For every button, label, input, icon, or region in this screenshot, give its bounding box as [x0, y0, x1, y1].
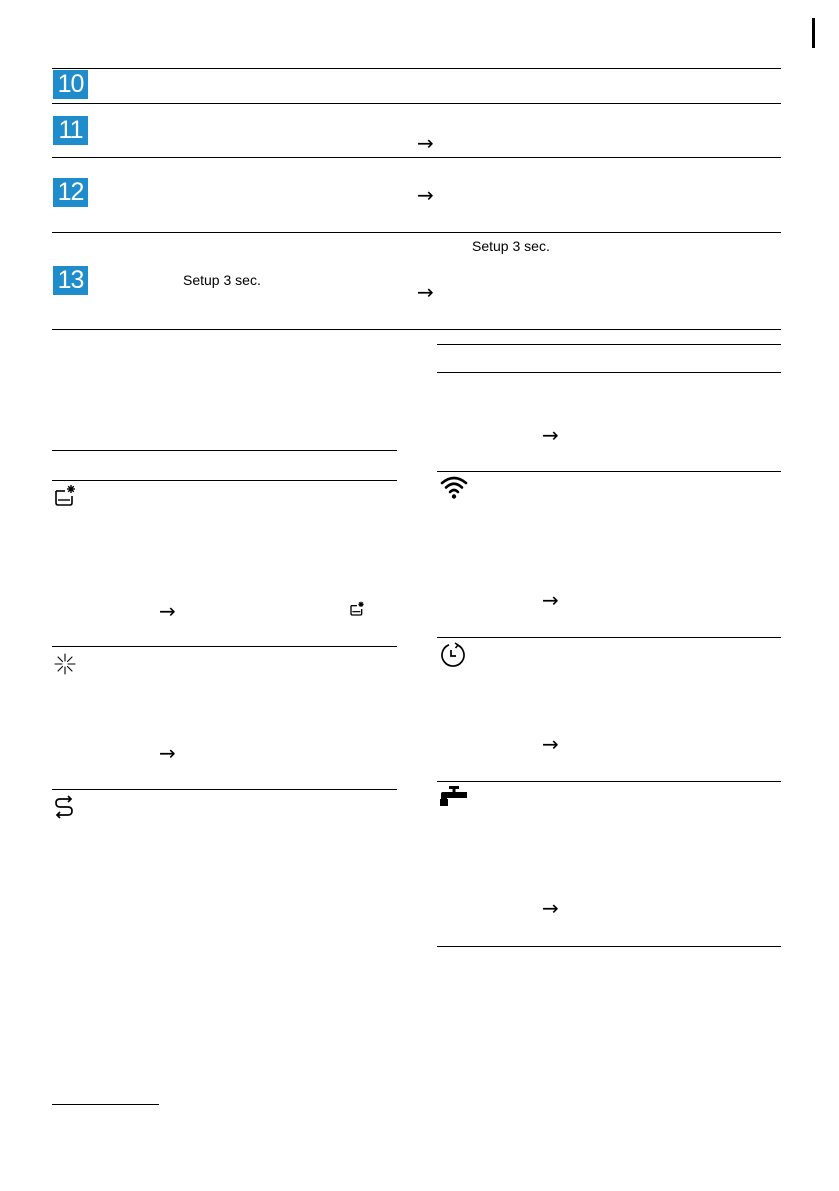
table-divider — [437, 344, 781, 345]
step-arrow: → — [417, 280, 434, 304]
table-divider — [437, 372, 781, 373]
setup-label-right: Setup 3 sec. — [472, 238, 550, 254]
step-badge-10: 10 — [53, 70, 88, 99]
rinse-aid-refill-icon — [349, 601, 365, 617]
info-arrow: → — [542, 896, 559, 920]
timer-icon — [440, 642, 466, 668]
table-divider — [437, 471, 781, 472]
info-arrow: → — [542, 732, 559, 756]
table-divider — [52, 103, 781, 104]
info-arrow: → — [542, 588, 559, 612]
step-badge-11: 11 — [53, 116, 88, 145]
table-divider — [52, 68, 781, 69]
table-divider — [52, 480, 397, 481]
rinse-aid-refill-icon — [53, 484, 77, 508]
salt-regeneration-icon — [53, 795, 75, 821]
shine-sparkle-icon — [54, 653, 76, 675]
step-arrow: → — [417, 183, 434, 207]
footnote-rule — [52, 1104, 159, 1105]
water-tap-icon — [439, 785, 469, 811]
setup-label: Setup 3 sec. — [183, 272, 261, 288]
table-divider — [52, 329, 781, 330]
wifi-icon — [440, 474, 468, 500]
table-divider — [52, 646, 397, 647]
info-arrow: → — [542, 423, 559, 447]
info-arrow: → — [159, 741, 176, 765]
info-arrow: → — [159, 599, 176, 623]
table-divider — [52, 789, 397, 790]
table-divider — [52, 157, 781, 158]
step-badge-13: 13 — [53, 266, 88, 295]
page-edge-marker — [812, 18, 815, 48]
table-divider — [52, 450, 397, 451]
table-divider — [437, 781, 781, 782]
table-divider — [437, 637, 781, 638]
table-divider — [52, 232, 781, 233]
step-badge-12: 12 — [53, 178, 88, 207]
step-arrow: → — [417, 131, 434, 155]
table-divider — [437, 946, 781, 947]
